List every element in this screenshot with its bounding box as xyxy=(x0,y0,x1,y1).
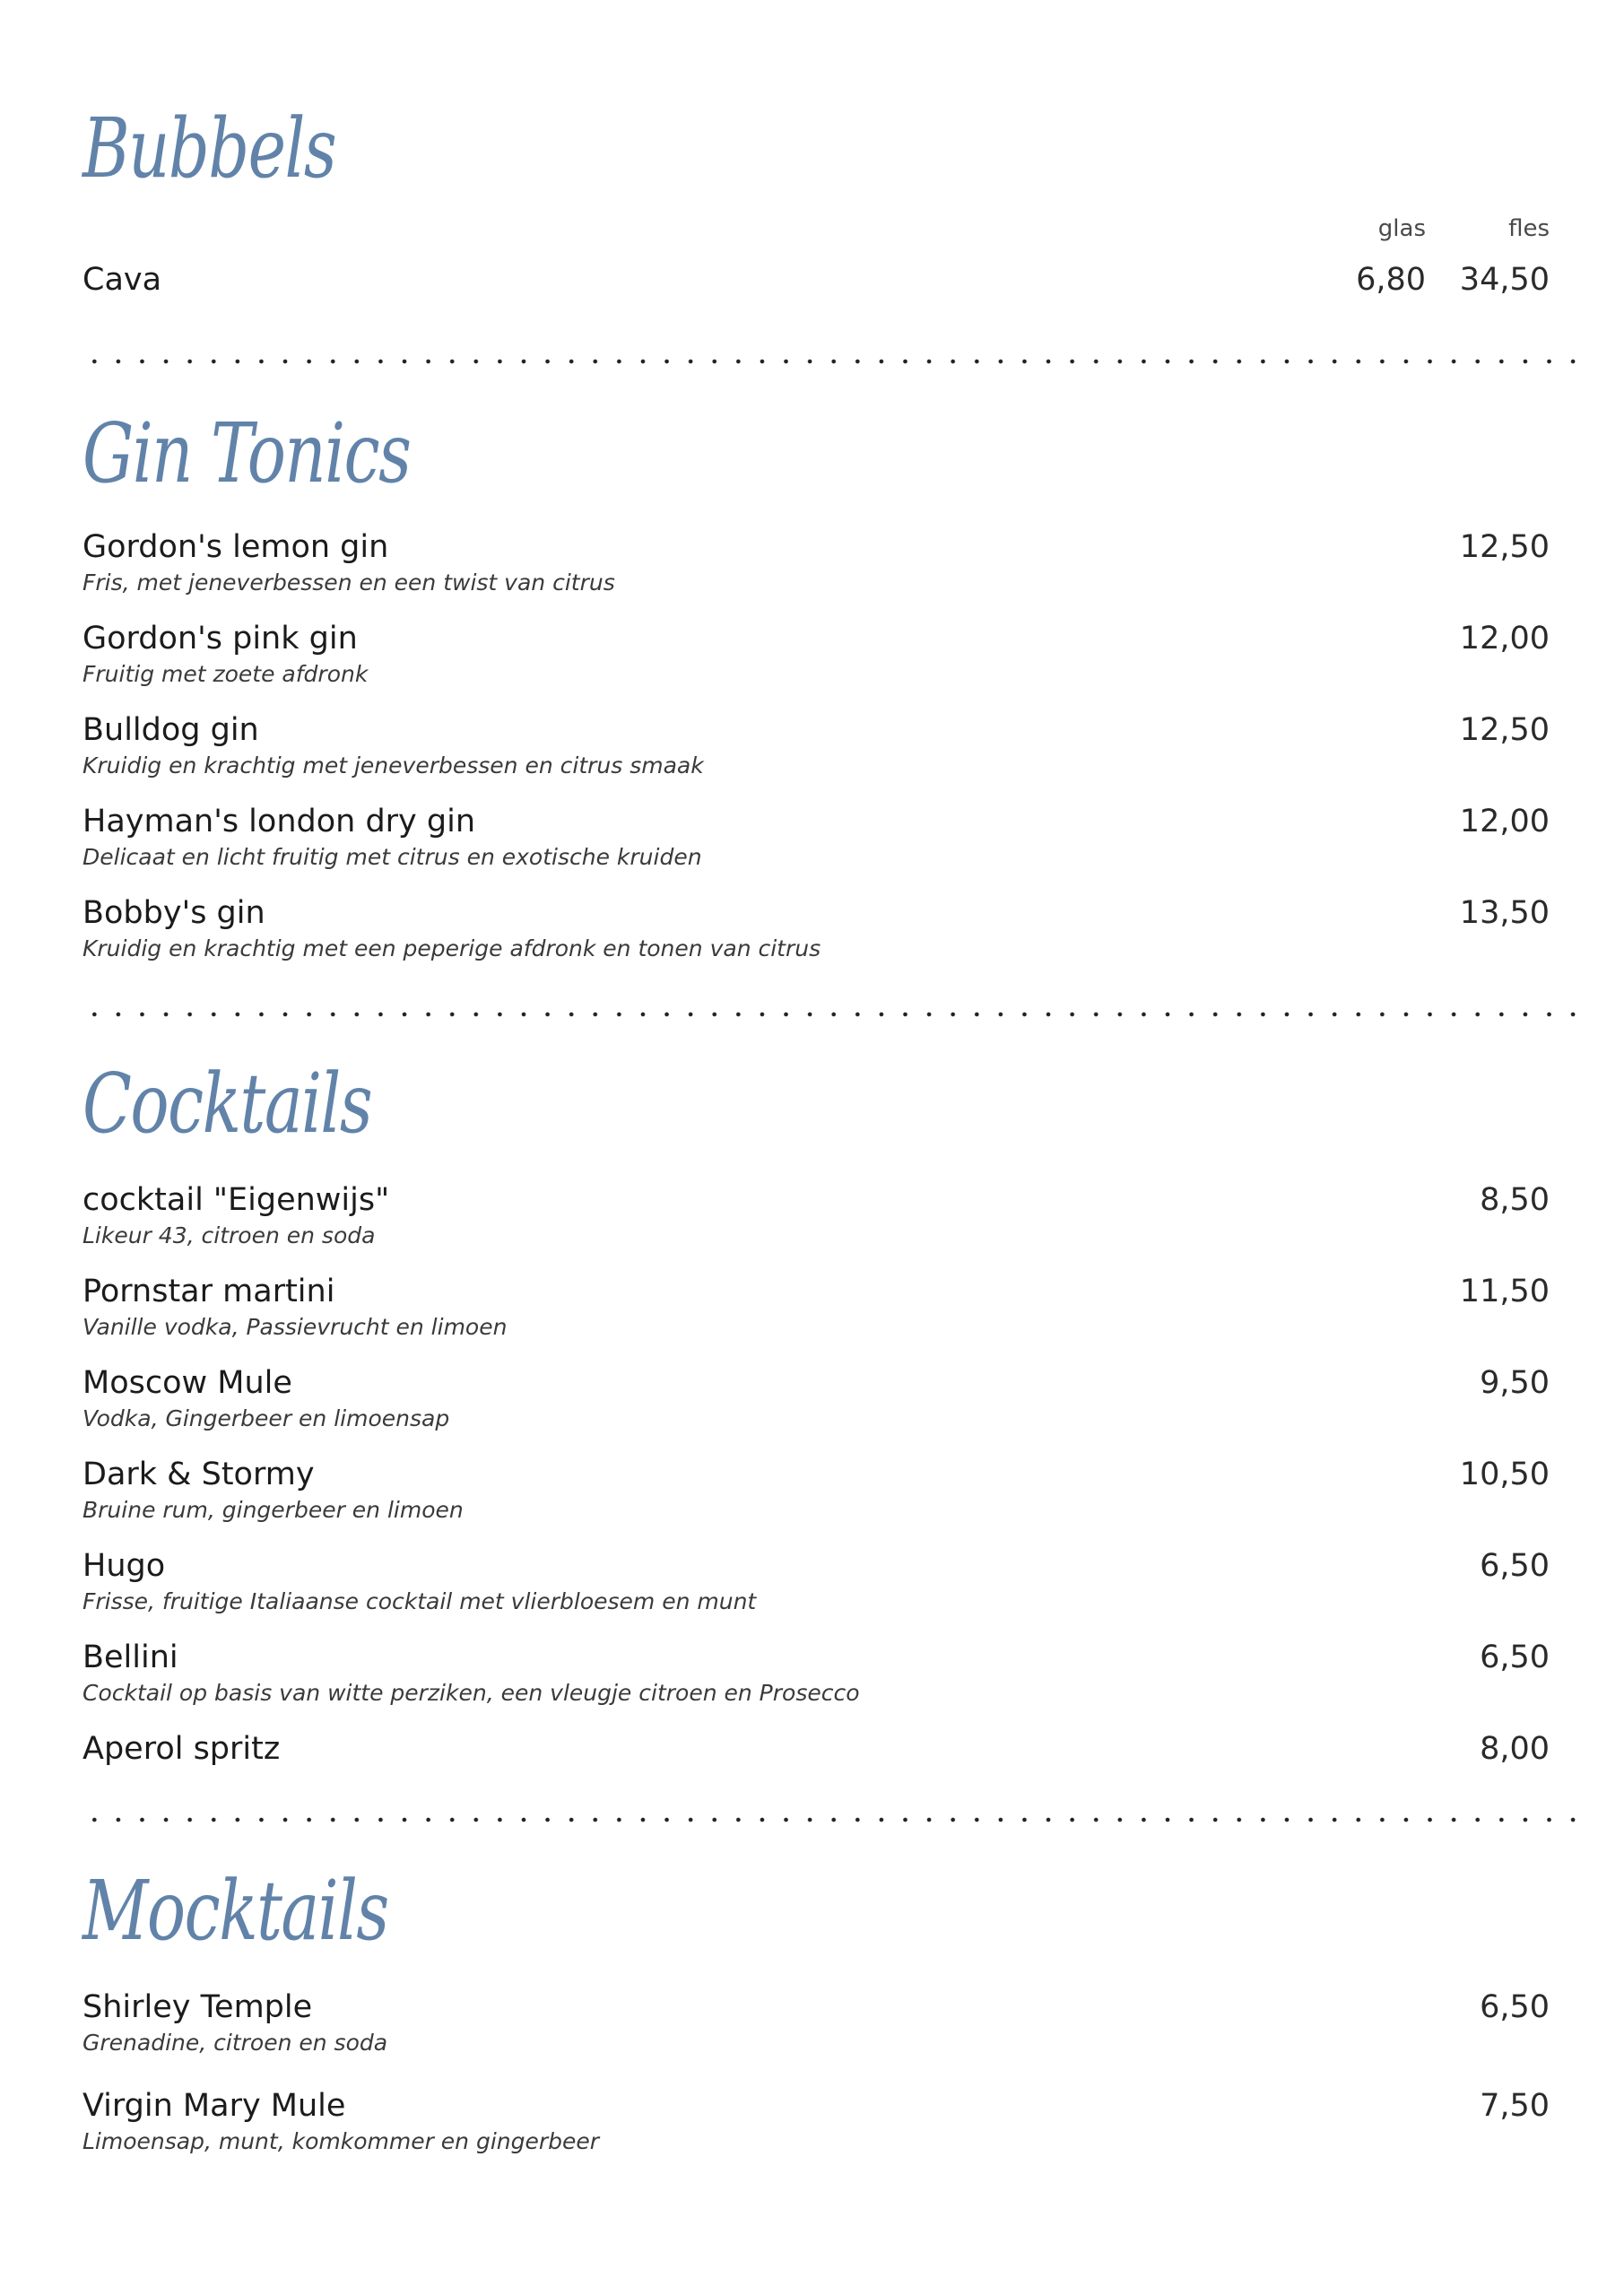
item-description: Delicaat en licht fruitig met citrus en exotische kruiden xyxy=(83,844,702,870)
item-name: cocktail "Eigenwijs" xyxy=(83,1182,390,1218)
item-name: Dark & Stormy xyxy=(83,1457,315,1492)
item-price: 9,50 xyxy=(1480,1365,1550,1401)
item-price: 8,00 xyxy=(1480,1731,1550,1767)
column-header-fles: fles xyxy=(1508,215,1550,242)
item-name: Bulldog gin xyxy=(83,712,259,748)
item-price: 12,50 xyxy=(1459,529,1550,565)
section-title-bubbels: Bubbels xyxy=(83,100,336,196)
item-price: 7,50 xyxy=(1480,2088,1550,2124)
item-price: 11,50 xyxy=(1459,1274,1550,1309)
item-description: Vanille vodka, Passievrucht en limoen xyxy=(83,1314,508,1340)
item-price: 10,50 xyxy=(1459,1457,1550,1492)
section-title-gin-tonics: Gin Tonics xyxy=(83,405,411,501)
item-description: Fris, met jeneverbessen en een twist van citrus xyxy=(83,570,615,596)
item-name: Virgin Mary Mule xyxy=(83,2088,346,2124)
item-description: Kruidig en krachtig met jeneverbessen en citrus smaak xyxy=(83,752,704,778)
item-name: Shirley Temple xyxy=(83,1989,313,2025)
item-price: 13,50 xyxy=(1459,895,1550,931)
item-description: Frisse, fruitige Italiaanse cocktail met vlierbloesem en munt xyxy=(83,1588,757,1614)
item-name: Hayman's london dry gin xyxy=(83,804,476,839)
item-name: Gordon's pink gin xyxy=(83,621,358,657)
item-price: 12,00 xyxy=(1459,804,1550,839)
item-name: Bellini xyxy=(83,1639,178,1675)
item-price-fles: 34,50 xyxy=(1459,262,1550,298)
item-price: 6,50 xyxy=(1480,1639,1550,1675)
item-description: Vodka, Gingerbeer en limoensap xyxy=(83,1405,450,1431)
dotted-divider xyxy=(83,1012,1589,1017)
item-description: Limoensap, munt, komkommer en gingerbeer xyxy=(83,2128,600,2154)
item-price: 8,50 xyxy=(1480,1182,1550,1218)
item-description: Kruidig en krachtig met een peperige afdronk en tonen van citrus xyxy=(83,935,821,961)
item-price: 6,50 xyxy=(1480,1989,1550,2025)
dotted-divider xyxy=(83,1817,1589,1822)
item-price-glas: 6,80 xyxy=(1356,262,1426,298)
item-description: Bruine rum, gingerbeer en limoen xyxy=(83,1497,464,1523)
item-price: 12,50 xyxy=(1459,712,1550,748)
item-name: Bobby's gin xyxy=(83,895,265,931)
item-name: Gordon's lemon gin xyxy=(83,529,389,565)
item-price: 12,00 xyxy=(1459,621,1550,657)
item-name: Pornstar martini xyxy=(83,1274,335,1309)
item-name: Cava xyxy=(83,262,162,298)
item-description: Cocktail op basis van witte perziken, een vleugje citroen en Prosecco xyxy=(83,1680,860,1706)
column-header-glas: glas xyxy=(1377,215,1426,242)
item-name: Moscow Mule xyxy=(83,1365,292,1401)
item-price: 6,50 xyxy=(1480,1548,1550,1584)
item-description: Fruitig met zoete afdronk xyxy=(83,661,369,687)
item-description: Likeur 43, citroen en soda xyxy=(83,1222,376,1248)
section-title-mocktails: Mocktails xyxy=(83,1863,388,1959)
dotted-divider xyxy=(83,359,1589,364)
item-name: Hugo xyxy=(83,1548,166,1584)
item-name: Aperol spritz xyxy=(83,1731,281,1767)
item-description: Grenadine, citroen en soda xyxy=(83,2030,388,2056)
section-title-cocktails: Cocktails xyxy=(83,1056,372,1152)
